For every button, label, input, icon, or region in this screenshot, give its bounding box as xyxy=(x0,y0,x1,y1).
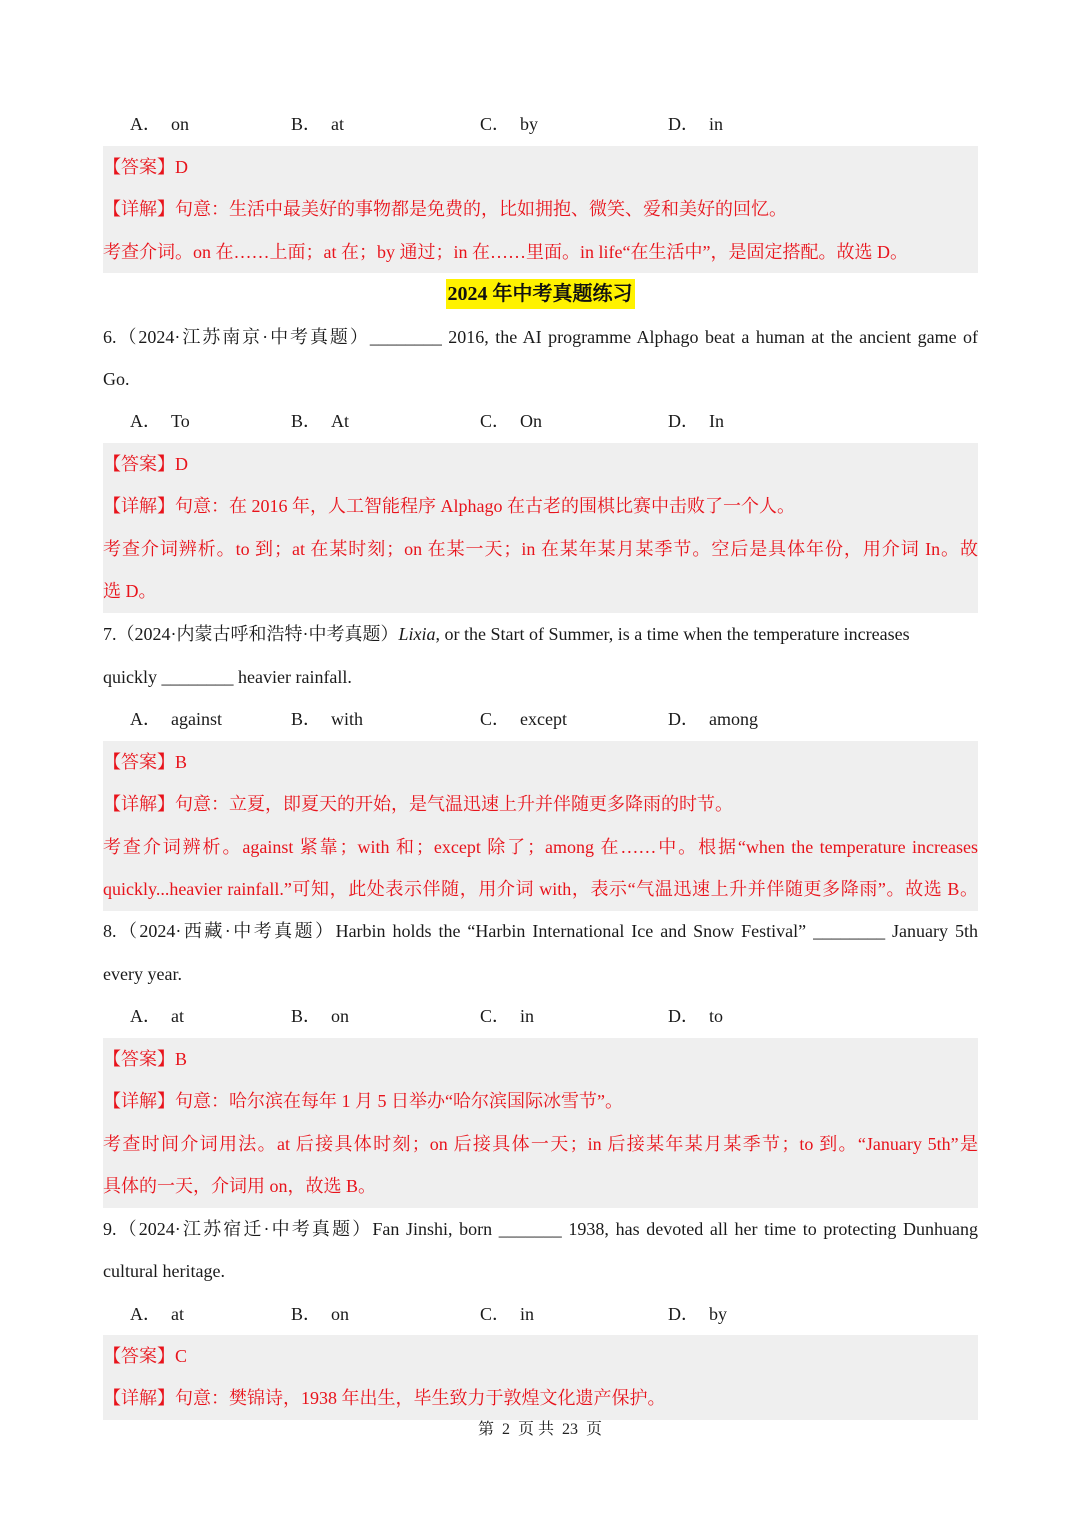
q8-options xyxy=(103,1005,978,1027)
q5-detail: 【详解】句意：生活中最美好的事物都是免费的，比如拥抱、微笑、爱和美好的回忆。 xyxy=(103,199,787,219)
option-c: C． in xyxy=(480,1006,535,1026)
page-number: 2 xyxy=(501,1421,510,1438)
q6-answer: 【答案】D xyxy=(103,454,188,474)
q9-stem-line1: 9.（2024·江苏宿迁·中考真题）Fan Jinshi, born _______ 1938, has devoted all her time to protecting Dunhuang xyxy=(103,1219,978,1239)
option-c: C． by xyxy=(480,114,539,134)
q6-stem-line2: Go. xyxy=(103,369,130,389)
q8-analysis-line2: 具体的一天，介词用 on，故选 B。 xyxy=(103,1176,377,1196)
q9-detail: 【详解】句意：樊锦诗，1938 年出生，毕生致力于敦煌文化遗产保护。 xyxy=(103,1388,666,1408)
q9-options xyxy=(103,1303,978,1325)
q8-answer: 【答案】B xyxy=(103,1049,188,1069)
option-d: D． among xyxy=(668,709,758,729)
option-b: B． on xyxy=(291,1006,350,1026)
q7-detail: 【详解】句意：立夏，即夏天的开始，是气温迅速上升并伴随更多降雨的时节。 xyxy=(103,794,733,814)
option-b: B． with xyxy=(291,709,364,729)
page-footer: 第 2 页 共 23 页 xyxy=(477,1421,603,1438)
q6-detail: 【详解】句意：在 2016 年，人工智能程序 Alphago 在古老的围棋比赛中击败了一个人。 xyxy=(103,496,795,516)
option-d: D． to xyxy=(668,1006,724,1026)
q5-analysis: 考查介词。on 在……上面；at 在；by 通过；in 在……里面。in life“在生活中”，是固定搭配。故选 D。 xyxy=(103,242,908,262)
q6-options xyxy=(103,410,978,432)
q6-analysis-line2: 选 D。 xyxy=(103,581,157,601)
option-a: A． against xyxy=(130,709,222,729)
option-c: C． On xyxy=(480,411,543,431)
q9-stem-line2: cultural heritage. xyxy=(103,1261,225,1281)
option-d: D． in xyxy=(668,114,724,134)
q7-stem-line1: 7.（2024·内蒙古呼和浩特·中考真题）Lixia, or the Start of Summer, is a time when the temperature increases xyxy=(103,624,910,644)
q5-answer: 【答案】D xyxy=(103,157,188,177)
q6-analysis-line1: 考查介词辨析。to 到；at 在某时刻；on 在某一天；in 在某年某月某季节。空后是具体年份，用介词 In。故 xyxy=(103,539,978,559)
option-a: A． To xyxy=(130,411,190,431)
option-b: B． on xyxy=(291,1304,350,1324)
option-a: A． at xyxy=(130,1304,184,1324)
option-c: C． except xyxy=(480,709,567,729)
section-heading: 2024 年中考真题练习 xyxy=(0,279,1080,309)
option-b: B． At xyxy=(291,411,350,431)
q8-analysis-line1: 考查时间介词用法。at 后接具体时刻；on 后接具体一天；in 后接某年某月某季节；to 到。“January 5th”是 xyxy=(103,1134,978,1154)
option-d: D． by xyxy=(668,1304,727,1324)
q7-analysis-line2: quickly...heavier rainfall.”可知，此处表示伴随，用介词 with，表示“气温迅速上升并伴随更多降雨”。故选 B。 xyxy=(103,879,978,899)
option-a: A． on xyxy=(130,114,189,134)
q7-answer: 【答案】B xyxy=(103,752,188,772)
q7-analysis-line1: 考查介词辨析。against 紧靠；with 和；except 除了；among 在……中。根据“when the temperature increases xyxy=(103,837,978,857)
q8-stem-line1: 8.（2024·西藏·中考真题）Harbin holds the “Harbin International Ice and Snow Festival” ________ January 5th xyxy=(103,921,978,941)
q7-stem-line2: quickly ________ heavier rainfall. xyxy=(103,667,352,687)
q5-options xyxy=(103,113,978,135)
q7-options xyxy=(103,708,978,730)
q8-detail: 【详解】句意：哈尔滨在每年 1 月 5 日举办“哈尔滨国际冰雪节”。 xyxy=(103,1091,623,1111)
page-total: 23 xyxy=(562,1421,578,1438)
option-c: C． in xyxy=(480,1304,535,1324)
q8-stem-line2: every year. xyxy=(103,964,182,984)
option-b: B． at xyxy=(291,114,345,134)
q6-stem-line1: 6.（2024·江苏南京·中考真题）________ 2016, the AI programme Alphago beat a human at the ancient game of xyxy=(103,327,978,347)
option-d: D． In xyxy=(668,411,724,431)
q9-answer: 【答案】C xyxy=(103,1346,188,1366)
option-a: A． at xyxy=(130,1006,184,1026)
